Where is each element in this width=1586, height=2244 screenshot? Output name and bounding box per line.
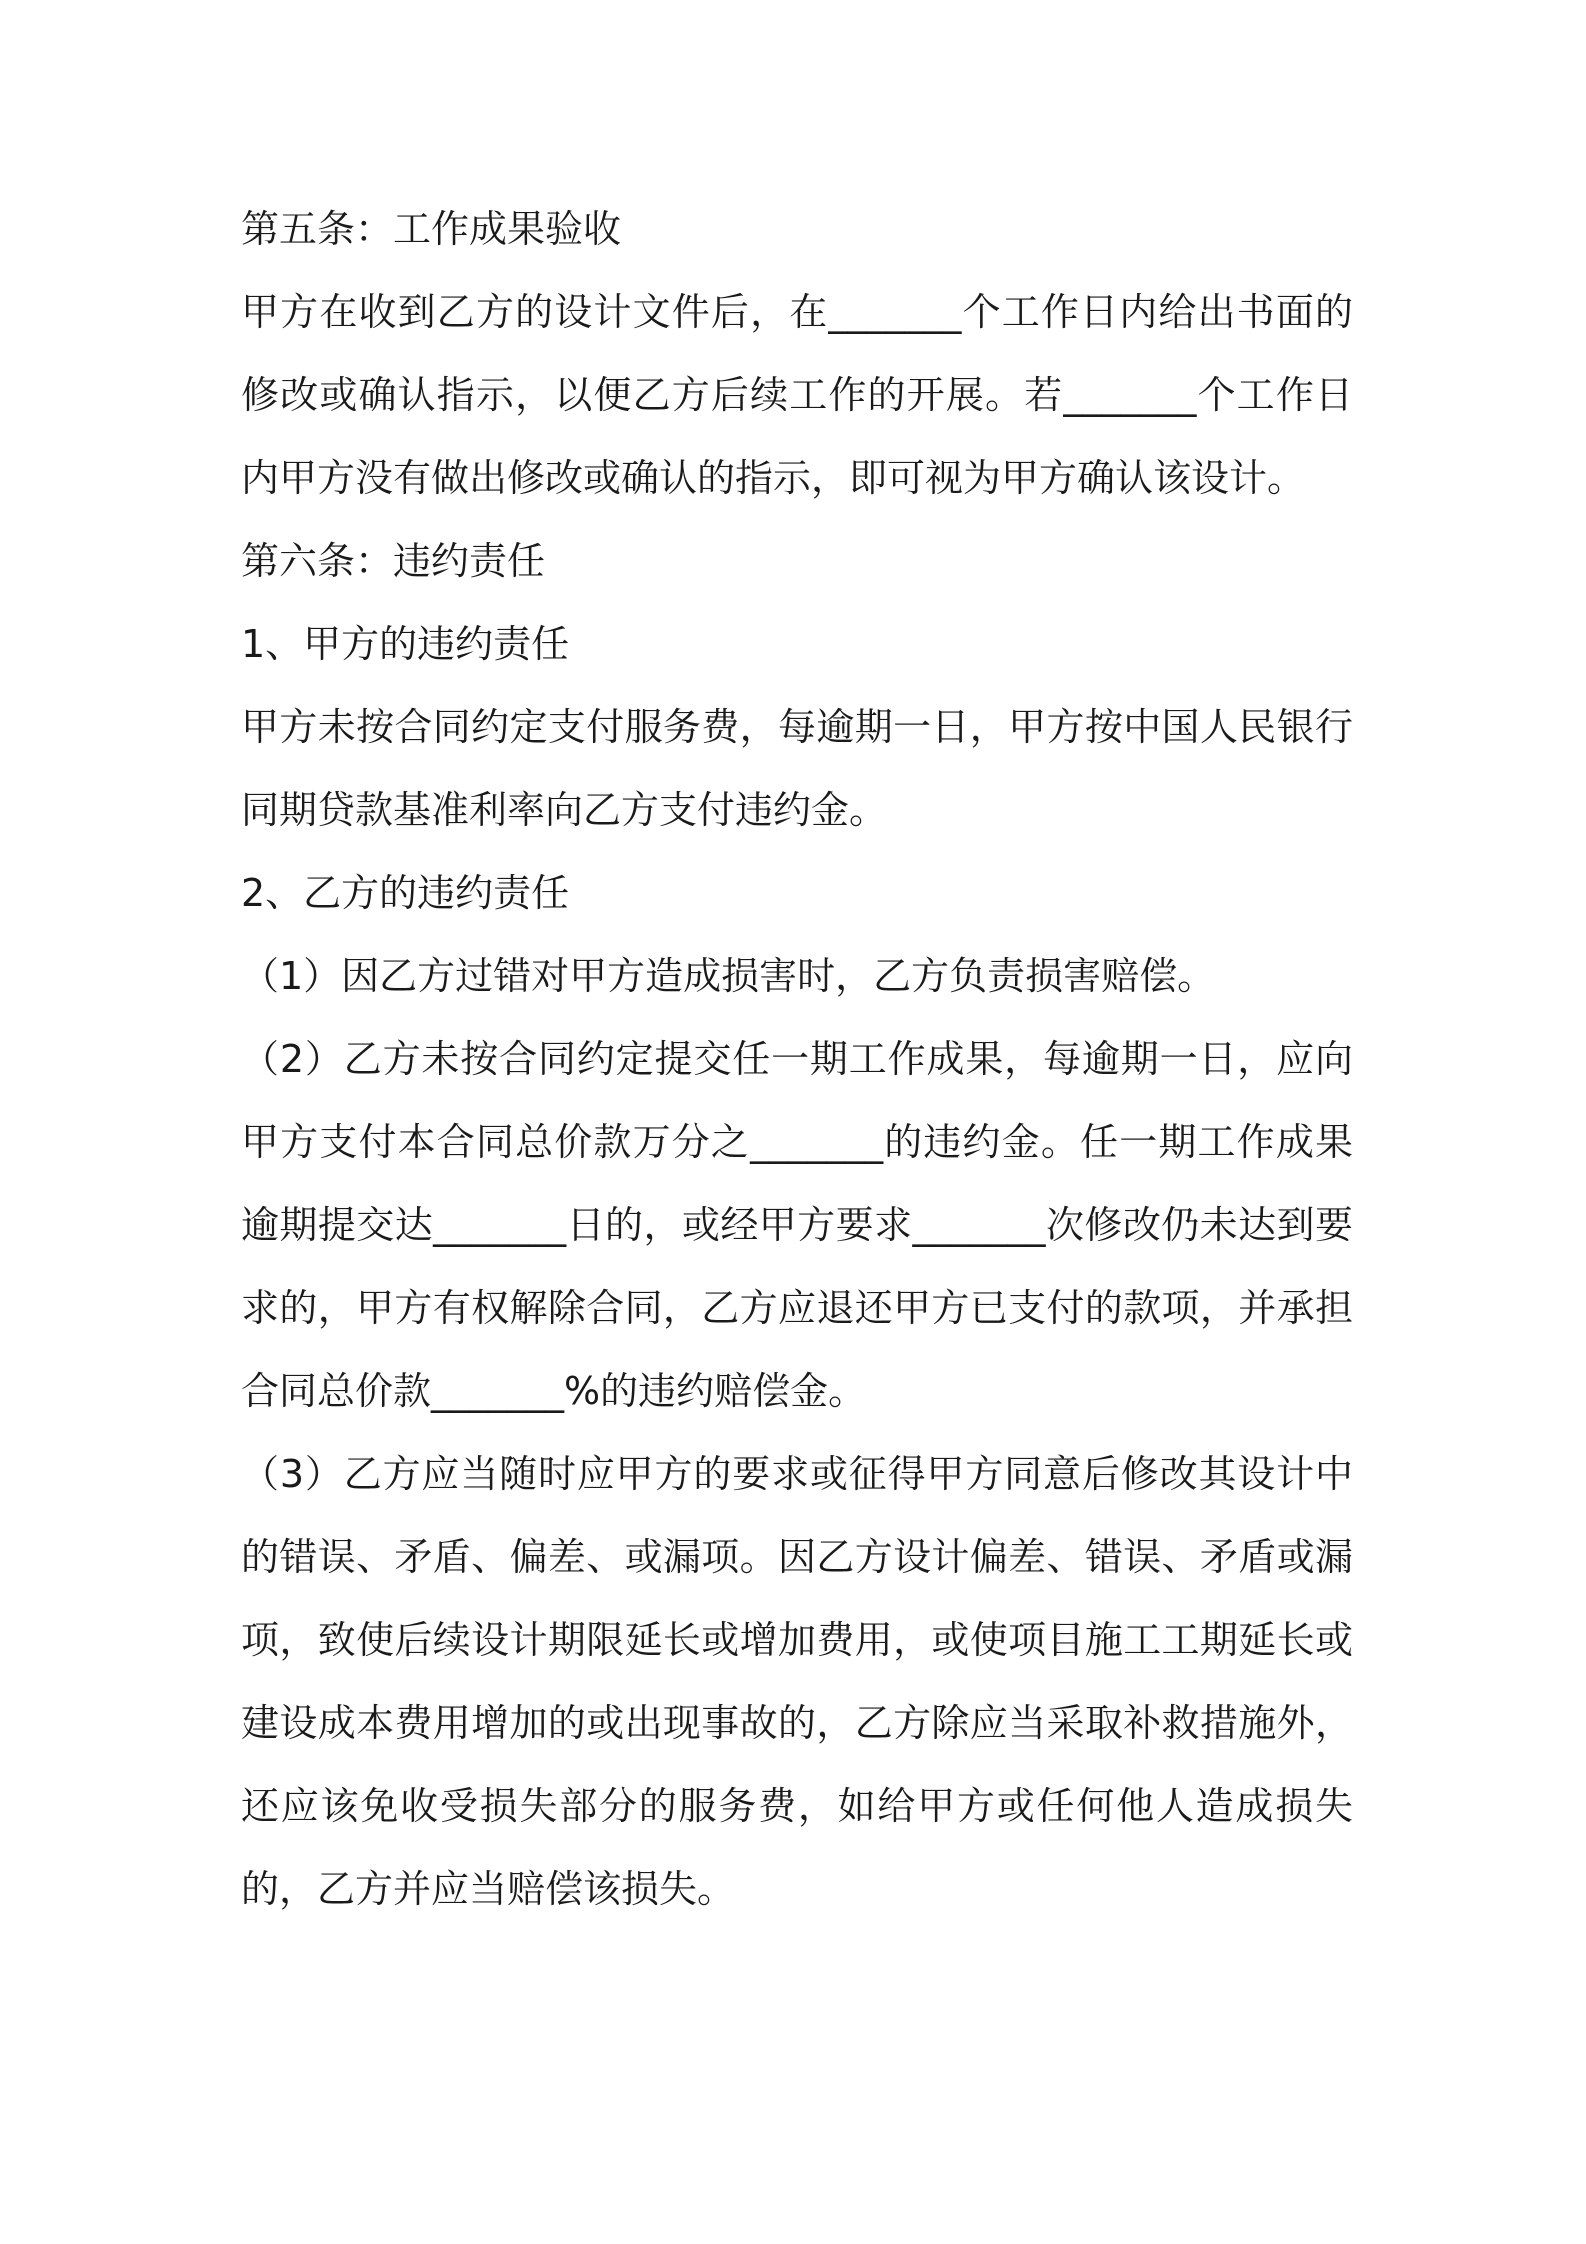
document-body <box>241 188 1353 1931</box>
party-a-liability-title: 1、甲方的违约责任 <box>241 622 570 666</box>
party-a-liability-body: 甲方未按合同约定支付服务费，每逾期一日，甲方按中国人民银行同期贷款基准利率向乙方支付违约金。 <box>241 705 1353 832</box>
article-5-heading: 第五条：工作成果验收 <box>241 207 622 251</box>
article-5-body: 甲方在收到乙方的设计文件后，在_______个工作日内给出书面的修改或确认指示，以便乙方后续工作的开展。若_______个工作日内甲方没有做出修改或确认的指示，即可视为甲方确认该设计。 <box>241 290 1353 500</box>
party-b-item-1: （1）因乙方过错对甲方造成损害时，乙方负责损害赔偿。 <box>241 954 1216 998</box>
article-6-heading: 第六条：违约责任 <box>241 539 546 583</box>
party-b-liability-title: 2、乙方的违约责任 <box>241 871 570 915</box>
party-b-item-2: （2）乙方未按合同约定提交任一期工作成果，每逾期一日，应向甲方支付本合同总价款万分之_______的违约金。任一期工作成果逾期提交达_______日的，或经甲方要求_______次修改仍未达到要求的，甲方有权解除合同，乙方应退还甲方已支付的款项，并承担合同总价款_______%的违约赔偿金。 <box>241 1037 1353 1413</box>
party-b-item-3: （3）乙方应当随时应甲方的要求或征得甲方同意后修改其设计中的错误、矛盾、偏差、或漏项。因乙方设计偏差、错误、矛盾或漏项，致使后续设计期限延长或增加费用，或使项目施工工期延长或建设成本费用增加的或出现事故的，乙方除应当采取补救措施外，还应该免收受损失部分的服务费，如给甲方或任何他人造成损失的，乙方并应当赔偿该损失。 <box>241 1452 1353 1911</box>
